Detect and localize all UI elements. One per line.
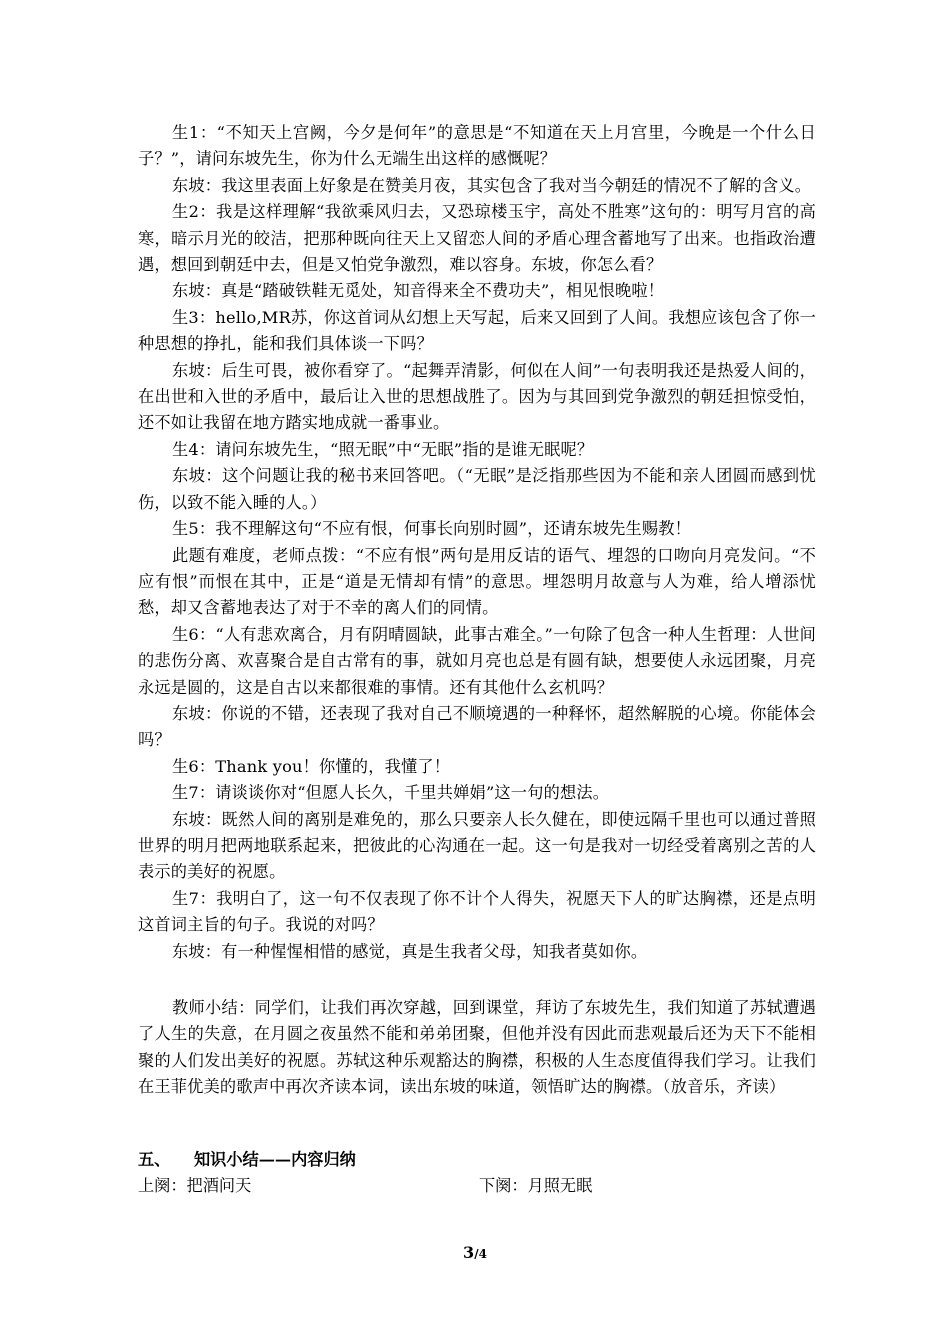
dialogue-paragraph: 生6：Thank you！你懂的，我懂了！ <box>172 756 451 776</box>
dialogue-paragraph: 东坡：真是“踏破铁鞋无觅处，知音得来全不费功夫”，相见恨晚啦！ <box>172 281 665 301</box>
dialogue-paragraph: 东坡：有一种惺惺相惜的感觉，真是生我者父母，知我者莫如你。 <box>172 941 648 961</box>
dialogue-paragraph: 东坡：既然人间的离别是难免的，那么只要亲人长久健在，即使远隔千里也可以通过普照世界的明月把两地联系起来，把彼此的心沟通在一起。这一句是我对一切经受着离别之苦的人表示的美好的祝愿。 <box>138 809 816 882</box>
page-current: 3 <box>463 1243 475 1262</box>
dialogue-paragraph: 此题有难度，老师点拨：“不应有恨”两句是用反诘的语气、埋怨的口吻向月亮发问。“不应有恨”而恨在其中，正是“道是无情却有情”的意思。埋怨明月故意与人为难，给人增添忧愁，却又含蓄地表达了对于不幸的离人们的同情。 <box>138 545 816 618</box>
blank-line <box>138 965 816 995</box>
section-title: 知识小结——内容归纳 <box>194 1149 356 1169</box>
page-separator: / <box>474 1247 479 1261</box>
dialogue-paragraph: 生4：请问东坡先生，“照无眠”中“无眠”指的是谁无眠呢？ <box>172 439 594 459</box>
dialogue-paragraph: 东坡：这个问题让我的秘书来回答吧。（“无眠”是泛指那些因为不能和亲人团圆而感到忧伤，以致不能入睡的人。） <box>138 466 816 512</box>
summary-lower: 下阕：月照无眠 <box>479 1176 593 1196</box>
dialogue-paragraph: 生7：我明白了，这一句不仅表现了你不计个人得失，祝愿天下人的旷达胸襟，还是点明这首词主旨的句子。我说的对吗？ <box>138 888 816 935</box>
section-heading <box>138 1147 816 1173</box>
page-number <box>0 1243 950 1262</box>
dialogue-paragraph: 东坡：后生可畏，被你看穿了。“起舞弄清影，何似在人间”一句表明我还是热爱人间的，在出世和入世的矛盾中，最后让入世的思想战胜了。因为与其回到党争激烈的朝廷担惊受怕，还不如让我留在地方踏实地成就一番事业。 <box>138 360 816 433</box>
dialogue-paragraph: 生2：我是这样理解“我欲乘风归去，又恐琼楼玉宇，高处不胜寒”这句的：明写月宫的高寒，暗示月光的皎洁，把那种既向往天上又留恋人间的矛盾心理含蓄地写了出来。也指政治遭遇，想回到朝廷中去，但是又怕党争激烈，难以容身。东坡，你怎么看？ <box>138 202 816 275</box>
section-number: 五、 <box>138 1149 171 1169</box>
content-summary <box>138 1173 816 1199</box>
page-total: 4 <box>478 1247 487 1261</box>
teacher-summary: 教师小结：同学们，让我们再次穿越，回到课堂，拜访了东坡先生，我们知道了苏轼遭遇了人生的失意，在月圆之夜虽然不能和弟弟团聚，但他并没有因此而悲观最后还为天下不能相聚的人们发出美好的祝愿。苏轼这种乐观豁达的胸襟，积极的人生态度值得我们学习。让我们在王菲优美的歌声中再次齐读本词，读出东坡的味道，领悟旷达的胸襟。（放音乐，齐读） <box>138 998 816 1097</box>
summary-upper: 上阕：把酒问天 <box>138 1176 252 1196</box>
dialogue-paragraph: 东坡：我这里表面上好象是在赞美月夜，其实包含了我对当今朝廷的情况不了解的含义。 <box>172 175 812 195</box>
dialogue-paragraph: 生6：“人有悲欢离合，月有阴晴圆缺，此事古难全。”一句除了包含一种人生哲理：人世间的悲伤分离、欢喜聚合是自古常有的事，就如月亮也总是有圆有缺，想要使人永远团聚，月亮永远是圆的，这是自古以来都很难的事情。还有其他什么玄机吗？ <box>138 624 816 697</box>
page-content <box>138 120 816 1199</box>
dialogue-paragraph: 东坡：你说的不错，还表现了我对自己不顺境遇的一种释怀，超然解脱的心境。你能体会吗？ <box>138 703 816 750</box>
dialogue-paragraph: 生1：“不知天上宫阙，今夕是何年”的意思是“不知道在天上月宫里，今晚是一个什么日子？”，请问东坡先生，你为什么无端生出这样的感慨呢？ <box>138 123 816 169</box>
dialogue-paragraph: 生5：我不理解这句“不应有恨，何事长向别时圆”，还请东坡先生赐教！ <box>172 519 692 539</box>
dialogue-paragraph: 生3：hello,MR苏，你这首词从幻想上天写起，后来又回到了人间。我想应该包含了你一种思想的挣扎，能和我们具体谈一下吗？ <box>138 307 816 354</box>
blank-line <box>138 1101 816 1147</box>
dialogue-paragraph: 生7：请谈谈你对“但愿人长久，千里共婵娟”这一句的想法。 <box>172 783 610 803</box>
